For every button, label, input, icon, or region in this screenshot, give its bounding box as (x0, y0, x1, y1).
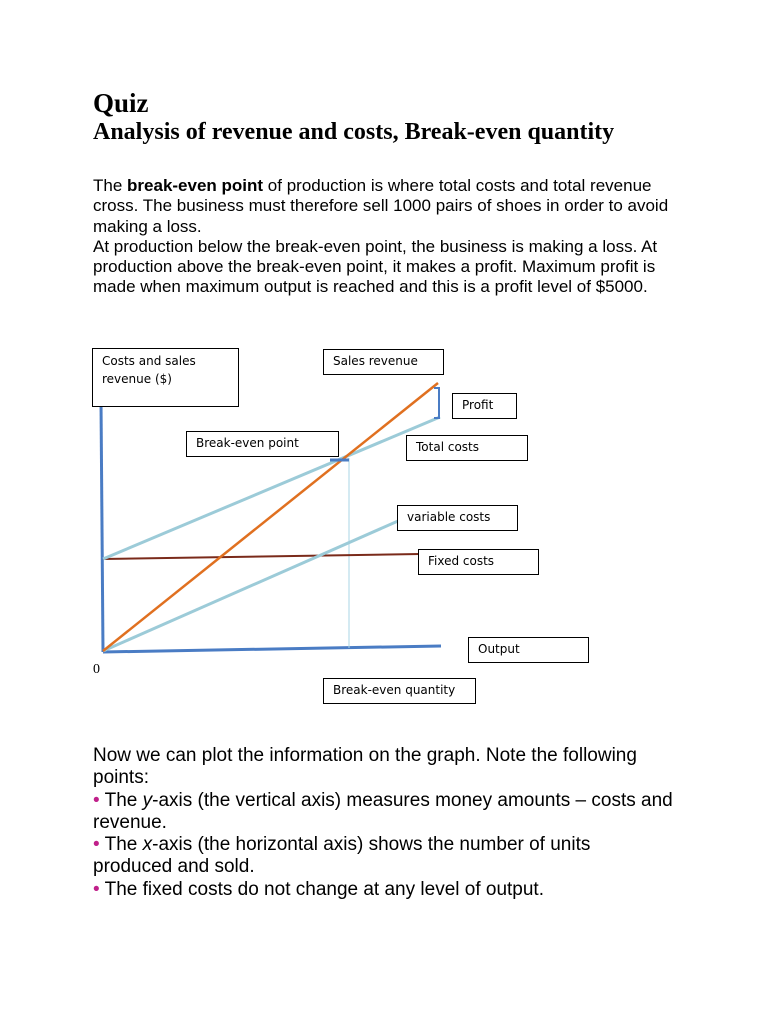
intro-text (93, 176, 683, 298)
note-text-span: -axis (the vertical axis) measures money amounts – costs and revenue. (93, 789, 673, 833)
note-text-span: The fixed costs do not change at any level of output. (99, 878, 544, 900)
intro-paragraph-1 (93, 176, 683, 237)
y-axis (101, 402, 103, 652)
y-axis-label: Costs and sales revenue ($) (92, 348, 239, 407)
sales-revenue-label: Sales revenue (323, 349, 444, 375)
fixed-costs-label: Fixed costs (418, 549, 539, 575)
sales-revenue-line (103, 383, 438, 651)
bullet: • (93, 789, 100, 811)
profit-label: Profit (452, 393, 517, 419)
break-even-diagram (0, 330, 768, 720)
note-fixed-costs (93, 879, 673, 901)
note-text-span: The (99, 834, 143, 856)
page-title: Quiz (93, 88, 149, 118)
variable-costs-label: variable costs (397, 505, 518, 531)
intro-text-span: The (93, 176, 128, 195)
notes-intro: Now we can plot the information on the graph. Note the following points: (93, 745, 637, 789)
x-variable: x (142, 834, 153, 856)
y-variable: y (142, 789, 153, 811)
bullet: • (93, 878, 100, 900)
note-x-axis (93, 834, 673, 879)
intro-text-span: of production is where total costs and total revenue cross. The business must therefore sell 1000 pairs of shoes in order to avoid making a loss. (93, 176, 669, 236)
intro-paragraph-2: At production below the break-even point, the business is making a loss. At production above the break-even point, it makes a profit. Maximum profit is made when maximum output is reached and this is a profit level of $5000. (93, 236, 658, 297)
total-costs-label: Total costs (406, 435, 528, 461)
break-even-term: break-even point (127, 176, 264, 195)
x-axis (103, 646, 441, 652)
break-even-point-label: Break-even point (186, 431, 339, 457)
notes-text (93, 745, 673, 901)
note-text-span: The (99, 789, 143, 811)
note-y-axis (93, 790, 673, 835)
output-label: Output (468, 637, 589, 663)
break-even-quantity-label: Break-even quantity (323, 678, 476, 704)
origin-label: 0 (93, 662, 100, 677)
profit-bracket (434, 388, 439, 418)
bullet: • (93, 834, 100, 856)
fixed-costs-line (103, 554, 420, 559)
page-subtitle: Analysis of revenue and costs, Break-even quantity (93, 119, 615, 145)
note-text-span: -axis (the horizontal axis) shows the number of units produced and sold. (93, 834, 591, 878)
